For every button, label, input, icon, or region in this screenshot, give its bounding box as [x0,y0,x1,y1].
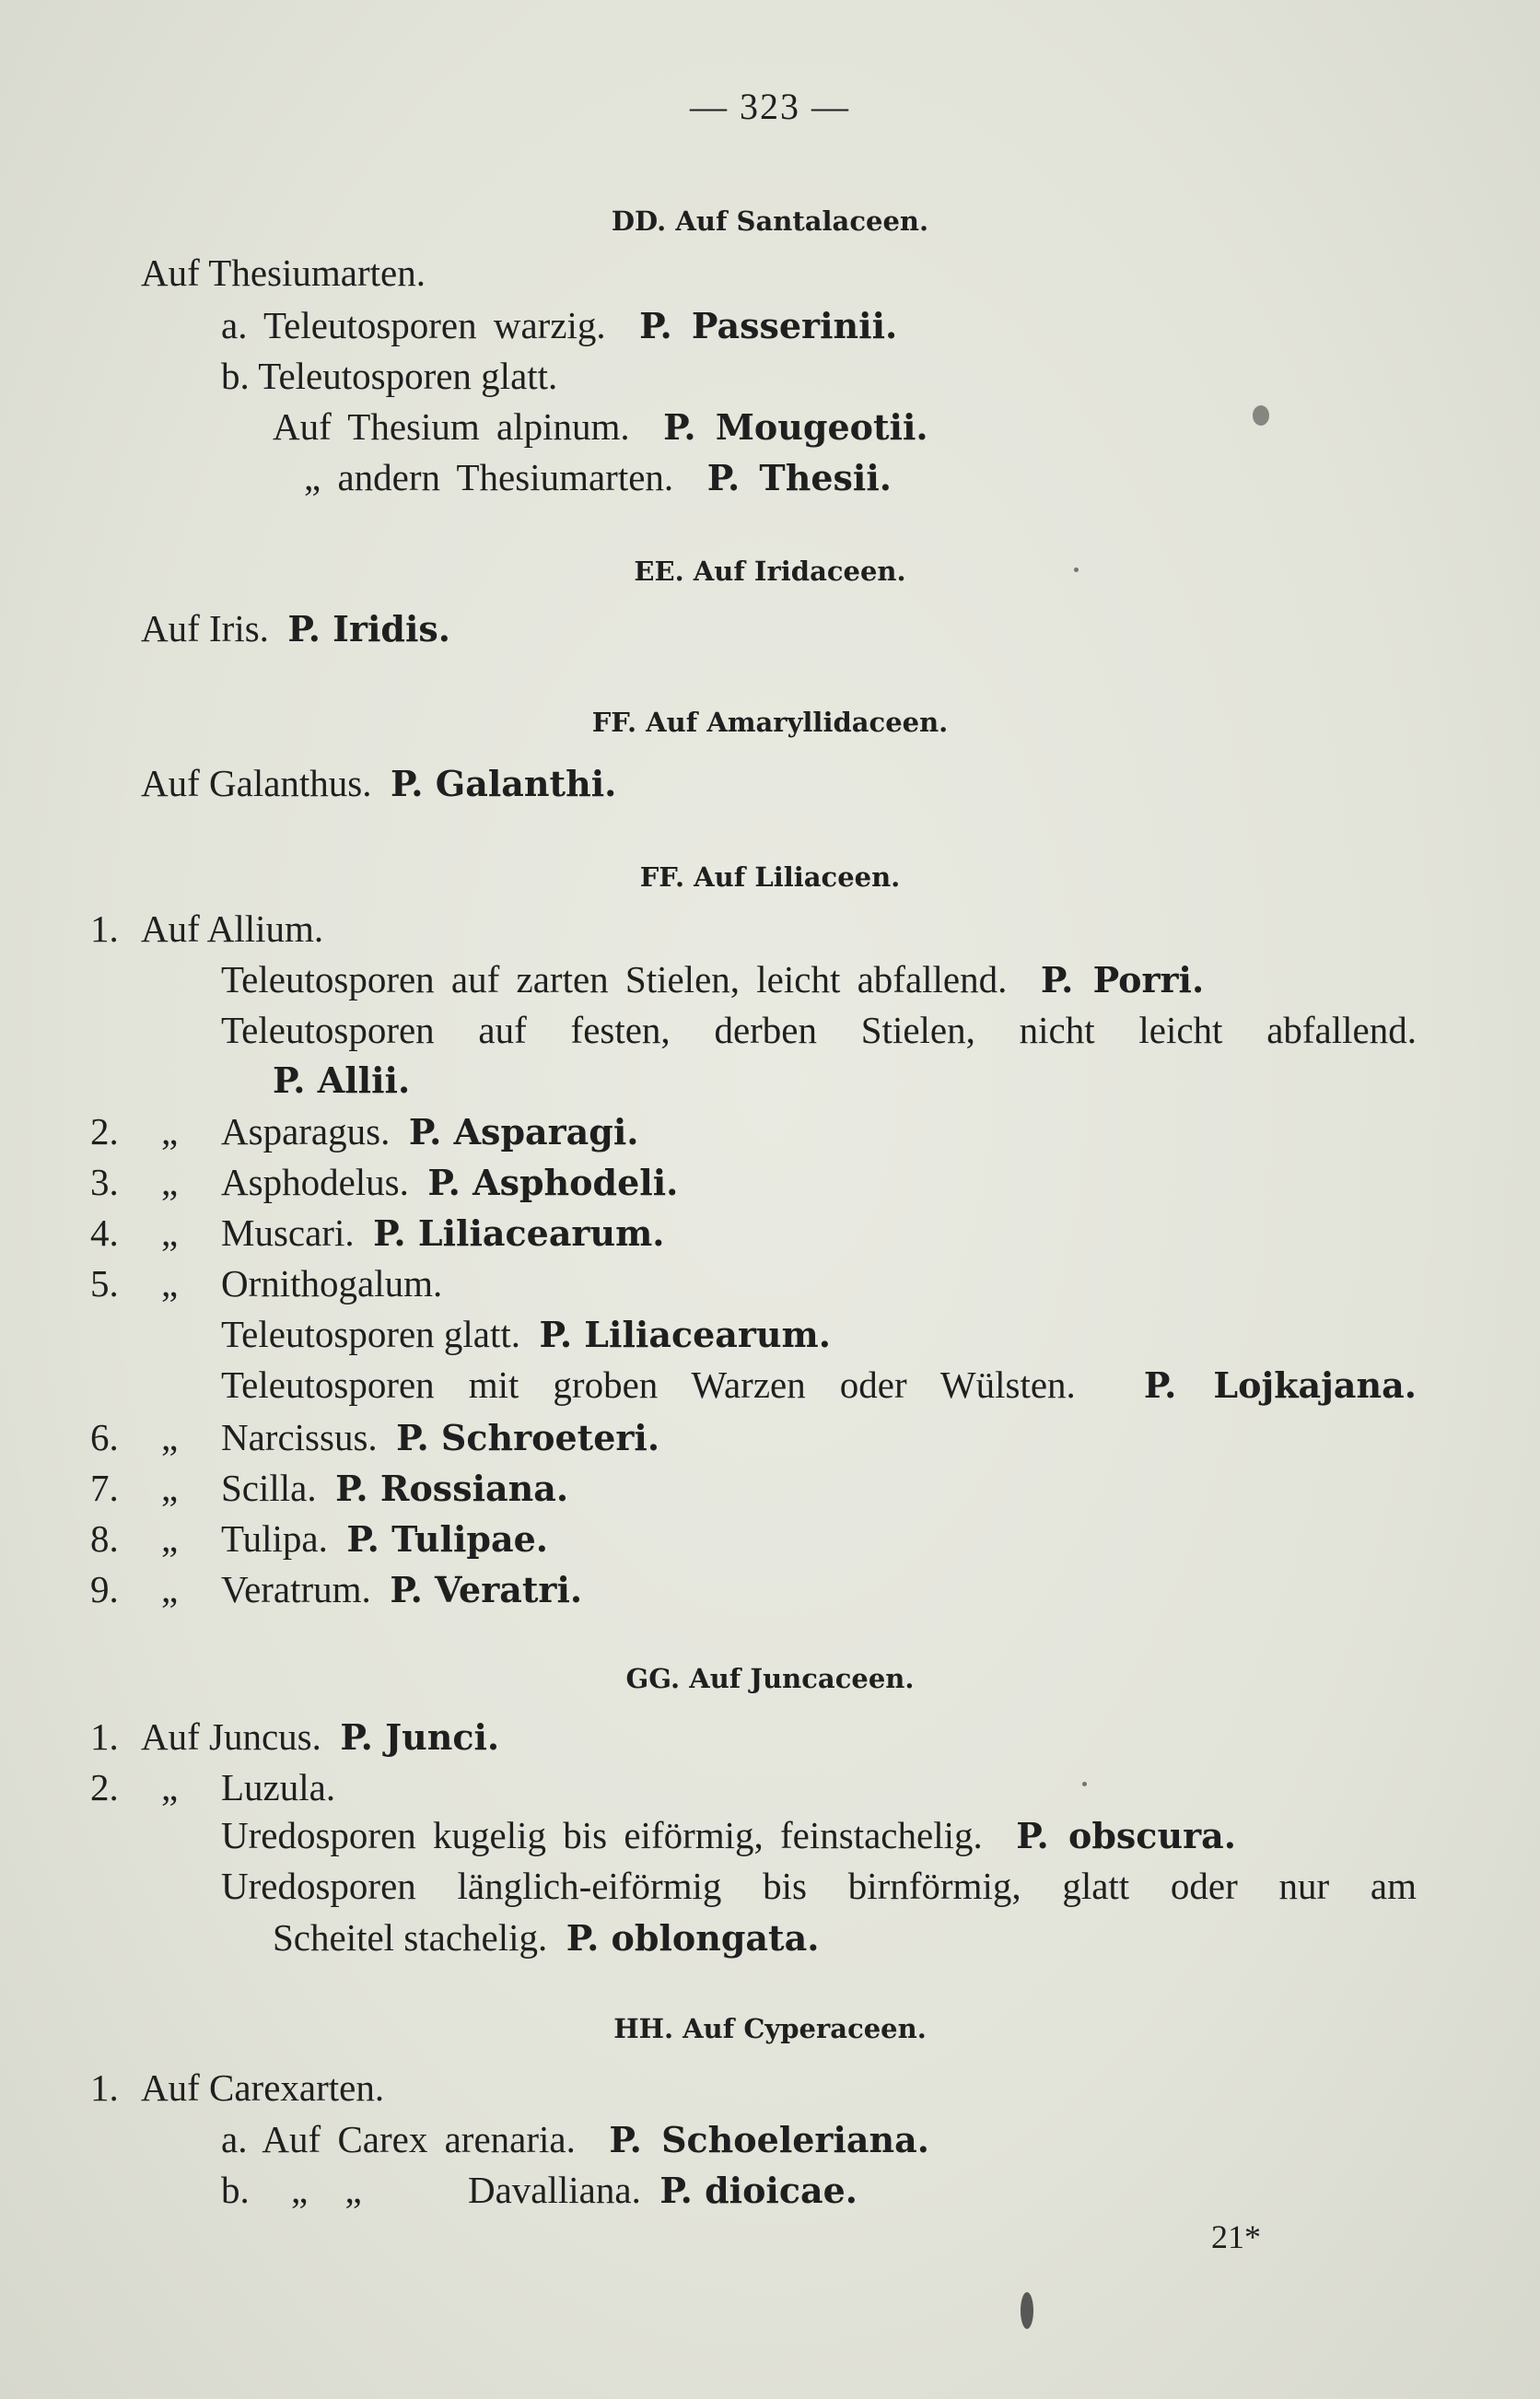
ditto-mark: „ [161,1211,179,1254]
species-name: P. Lojkajana. [1143,1364,1418,1406]
signature-mark: 21* [1211,2218,1261,2255]
entry-text: a. Auf Carex arenaria. [221,2118,576,2160]
ditto-mark: „ [161,1568,179,1610]
entry-text: a. Teleutosporen warzig. [221,304,606,346]
entry-line [221,1110,639,1153]
species-name: P. Passerinii. [639,305,898,346]
item-number: 3. [90,1161,119,1203]
entry-text: Auf Thesium alpinum. [273,405,630,448]
entry-line [221,1211,665,1254]
species-name: P. Galanthi. [391,763,617,804]
ink-dot [1082,1782,1087,1786]
entry-text: „ andern Thesiumarten. [304,456,674,498]
entry-line: b. Teleutosporen glatt. [221,355,558,397]
entry-line [221,1363,1418,1406]
species-name: P. Asphodeli. [427,1162,679,1203]
section-heading-santalaceen: DD. Auf Santalaceen. [611,205,929,237]
entry-line [221,1469,568,1507]
ditto-mark: „ [161,1262,179,1305]
entry-line [221,1161,679,1203]
entry-line [221,1814,1236,1856]
section-heading-cyperaceen: HH. Auf Cyperaceen. [613,2013,927,2044]
entry-line [221,1416,660,1458]
entry-line [273,405,928,448]
entry-line [221,958,1205,1001]
ink-blot [1253,405,1269,426]
entry-text: Teleutosporen auf zarten Stielen, leicht abfallend. [221,958,1008,1001]
species-name: P. Thesii. [706,457,892,498]
entry-letter: b. [221,2169,250,2211]
ink-dot [1074,568,1079,572]
item-number: 2. [90,1110,119,1153]
entry-line [141,762,617,804]
species-name: P. Iridis. [287,608,451,649]
entry-text: Auf Galanthus. [141,762,372,804]
species-name: P. Schroeteri. [396,1417,660,1458]
entry-text: Tulipa. [221,1517,328,1560]
ditto-mark: „ [161,1467,179,1509]
ditto-mark: „ [161,1161,179,1203]
entry-text: Narcissus. [221,1416,378,1458]
entry-line: Auf Allium. [141,907,324,950]
item-number: 7. [90,1467,119,1509]
entry-line [304,456,892,498]
species-name: P. dioicae. [659,2170,858,2211]
item-number: 8. [90,1517,119,1560]
entry-text: Scilla. [221,1467,317,1509]
section-heading-liliaceen: FF. Auf Liliaceen. [639,861,901,893]
section-heading-amaryllidaceen: FF. Auf Amaryllidaceen. [591,707,949,738]
species-name: P. Rossiana. [335,1468,569,1509]
entry-text: Auf Juncus. [141,1715,321,1758]
entry-text: Asphodelus. [221,1161,409,1203]
section-heading-juncaceen: GG. Auf Juncaceen. [625,1663,915,1694]
page-number: — 323 — [690,86,850,127]
species-name: P. obscura. [1016,1815,1236,1856]
item-number: 1. [90,907,119,950]
species-name: P. oblongata. [566,1917,820,1959]
entry-line [221,1568,583,1610]
entry-line [221,1517,548,1560]
entry-text: Asparagus. [221,1110,391,1153]
item-number: 2. [90,1766,119,1808]
species-name: P. Liliacearum. [539,1314,831,1355]
species-name: P. Tulipae. [346,1518,548,1560]
section-heading-iridaceen: EE. Auf Iridaceen. [634,556,906,587]
item-number: 4. [90,1211,119,1254]
entry-line [141,607,451,649]
ditto-mark: „ [161,1110,179,1153]
species-name: P. Liliacearum. [373,1212,665,1254]
entry-text: Uredosporen kugelig bis eiförmig, feinstachelig. [221,1814,983,1856]
species-name: P. Junci. [340,1716,500,1758]
entry-line [221,2118,929,2160]
entry-line: Auf Carexarten. [141,2066,385,2109]
entry-text: Veratrum. [221,1568,371,1610]
ditto-mark: „ [161,1416,179,1458]
entry-text: Scheitel stachelig. [273,1916,548,1959]
entry-line: Luzula. [221,1766,336,1808]
entry-line [273,1061,410,1099]
entry-line: Ornithogalum. [221,1262,443,1305]
item-number: 1. [90,1715,119,1758]
item-number: 1. [90,2066,119,2109]
entry-line: Auf Thesiumarten. [141,252,426,294]
ditto-mark: „ [161,1766,179,1808]
species-name: P. Asparagi. [408,1111,639,1153]
species-name: P. Mougeotii. [663,406,928,448]
ink-blot [1021,2292,1033,2329]
entry-text: Muscari. [221,1211,355,1254]
item-number: 6. [90,1416,119,1458]
species-name: P. Schoeleriana. [609,2119,929,2160]
entry-text: Davalliana. [468,2169,641,2211]
item-number: 5. [90,1262,119,1305]
entry-text: Teleutosporen mit groben Warzen oder Wülsten. [221,1363,1076,1406]
entry-line: Teleutosporen auf festen, derben Stielen, nicht leicht abfallend. [221,1009,1417,1051]
ditto-mark: „ „ [291,2169,362,2211]
entry-line [141,1715,500,1758]
entry-text: Auf Iris. [141,607,269,649]
entry-line [221,304,898,346]
ditto-mark: „ [161,1517,179,1560]
species-name: P. Allii. [273,1059,411,1101]
entry-text: Teleutosporen glatt. [221,1313,521,1355]
species-name: P. Veratri. [390,1569,583,1610]
entry-line [273,1916,820,1959]
species-name: P. Porri. [1040,959,1205,1001]
item-number: 9. [90,1568,119,1610]
entry-line [468,2171,858,2209]
entry-line [221,1313,831,1355]
entry-line: Uredosporen länglich-eiförmig bis birnförmig, glatt oder nur am [221,1865,1417,1907]
